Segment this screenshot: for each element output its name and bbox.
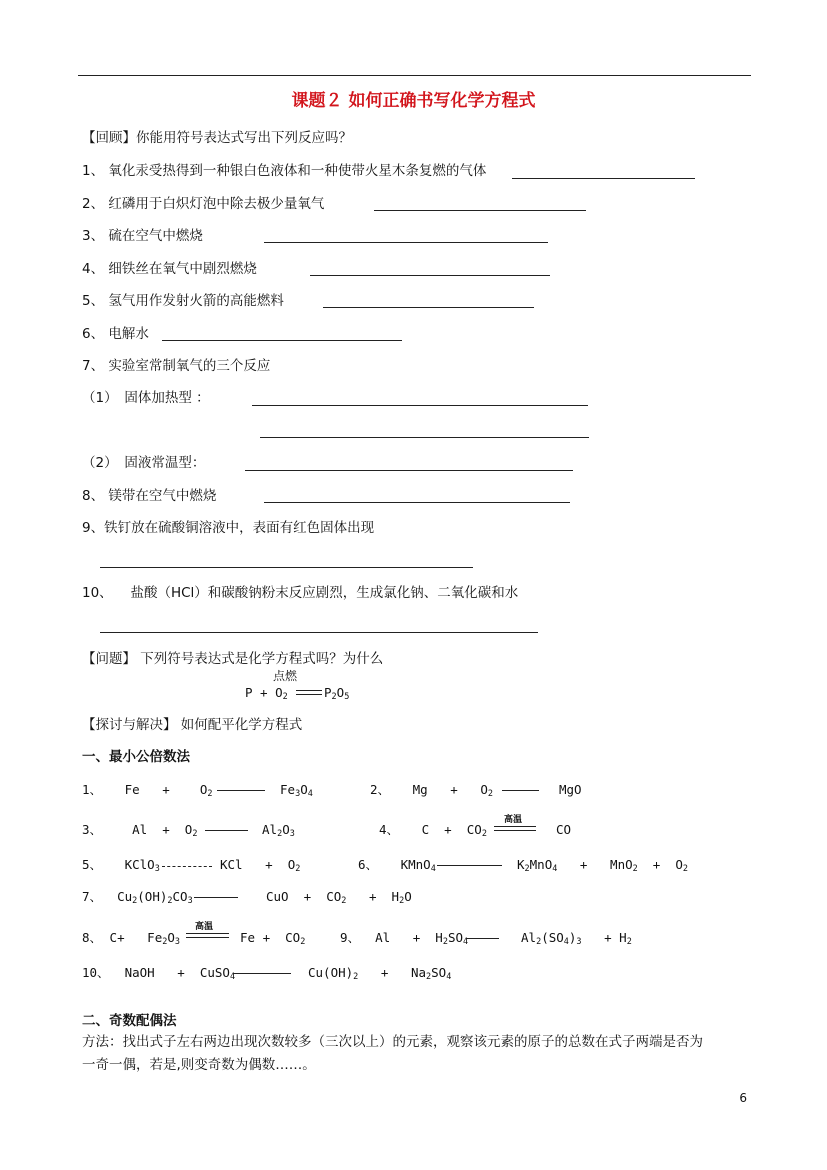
section-2-heading: 二、奇数配偶法 (82, 1013, 177, 1029)
question-equation-right: $P_2O_5$ (324, 685, 350, 702)
equation-8-arrow (186, 933, 229, 938)
discussion-heading: 【探讨与解决】 如何配平化学方程式 (82, 717, 303, 733)
answer-line-8[interactable] (264, 502, 570, 503)
high-temp-label-2: 高温 (195, 922, 214, 932)
equation-7: 7、 $Cu_2(OH)_2CO_3$ (82, 889, 193, 906)
question-equation-left: $P + O_2$ (245, 685, 288, 702)
equation-8: 8、 $C+ Fe_2O_3$ (82, 930, 181, 947)
equation-9-arrow (466, 938, 499, 939)
equation-3: 3、 $Al + O_2$ (82, 822, 198, 839)
equation-10-arrow (233, 973, 291, 974)
equation-1-arrow (217, 790, 265, 791)
review-item-6: 6、 电解水 (82, 326, 149, 342)
answer-line-7-1b[interactable] (260, 437, 589, 438)
equation-9-product: $Al_2(SO_4)_3 + H_2$ (521, 930, 632, 947)
equation-7-arrow (194, 897, 238, 898)
review-item-7-1: （1） 固体加热型 ： (82, 390, 210, 406)
ignite-condition: 点燃 (273, 669, 298, 683)
review-item-2: 2、 红磷用于白炽灯泡中除去极少量氧气 (82, 196, 325, 212)
equation-4-product: CO (556, 822, 572, 837)
answer-line-6[interactable] (162, 340, 402, 341)
review-item-1: 1、 氧化汞受热得到一种银白色液体和一种使带火星木条复燃的气体 (82, 163, 487, 179)
review-item-8: 8、 镁带在空气中燃烧 (82, 488, 217, 504)
answer-line-9[interactable] (100, 567, 473, 568)
equation-10-product: $Cu(OH)_2 + Na_2SO_4$ (308, 965, 452, 982)
answer-line-3[interactable] (264, 242, 548, 243)
answer-line-4[interactable] (310, 275, 550, 276)
method-line-1: 方法：找出式子左右两边出现次数较多（三次以上）的元素，观察该元素的原子的总数在式子两端是否为 (82, 1034, 703, 1050)
review-item-7-2: （2） 固液常温型： (82, 455, 206, 471)
answer-line-5[interactable] (323, 307, 534, 308)
equation-5-product: KCl + $O_2$ (220, 857, 301, 874)
review-item-3: 3、 硫在空气中燃烧 (82, 228, 203, 244)
equation-7-product: CuO + $CO_2 + H_2O$ (266, 889, 412, 906)
equation-10: 10、 NaOH + CuSO$_4$ (82, 965, 236, 982)
equation-2: 2、 $Mg + O_2$ (370, 782, 493, 799)
question-heading: 【问题】 下列符号表达式是化学方程式吗？为什么 (82, 651, 384, 667)
equation-3-product: $Al_2O_3$ (262, 822, 295, 839)
high-temp-label-1: 高温 (504, 815, 523, 825)
equation-1-product: $Fe_3O_4$ (280, 782, 313, 799)
equation-3-arrow (205, 830, 248, 831)
equation-9: 9、 $Al + H_2SO_4$ (340, 930, 469, 947)
method-line-2: 一奇一偶，若是,则变奇数为偶数……。 (82, 1057, 316, 1073)
review-item-10: 10、 盐酸（HCl）和碳酸钠粉末反应剧烈，生成氯化钠、二氧化碳和水 (82, 585, 519, 601)
equation-4: 4、 $C + CO_2$ (379, 822, 487, 839)
equation-6: 6、 KMnO$_4$ (358, 857, 436, 874)
page-title: 课题２ 如何正确书写化学方程式 (291, 91, 536, 111)
header-rule (78, 75, 751, 76)
answer-line-10[interactable] (100, 632, 538, 633)
equation-6-arrow (437, 865, 502, 866)
equation-5-arrow (162, 866, 212, 867)
answer-line-2[interactable] (374, 210, 586, 211)
answer-line-1[interactable] (512, 178, 695, 179)
review-item-9: 9、铁钉放在硫酸铜溶液中，表面有红色固体出现 (82, 520, 375, 536)
equation-1: 1、 Fe + $O_2$ (82, 782, 213, 799)
equation-8-product: $Fe + CO_2$ (240, 930, 306, 947)
equation-2-product: MgO (559, 782, 582, 797)
page-number: 6 (739, 1091, 747, 1105)
double-arrow (296, 690, 322, 695)
equation-4-arrow (494, 826, 536, 831)
equation-6-product: $K_2MnO_4 + MnO_2 + O_2$ (517, 857, 689, 874)
section-1-heading: 一、最小公倍数法 (82, 749, 190, 765)
answer-line-7-1a[interactable] (252, 405, 588, 406)
equation-5: 5、 KClO$_3$ (82, 857, 160, 874)
review-item-4: 4、 细铁丝在氧气中剧烈燃烧 (82, 261, 257, 277)
review-item-5: 5、 氢气用作发射火箭的高能燃料 (82, 293, 284, 309)
answer-line-7-2[interactable] (245, 470, 573, 471)
review-heading: 【回顾】你能用符号表达式写出下列反应吗？ (82, 130, 352, 146)
review-item-7: 7、 实验室常制氧气的三个反应 (82, 358, 271, 374)
equation-2-arrow (502, 790, 539, 791)
